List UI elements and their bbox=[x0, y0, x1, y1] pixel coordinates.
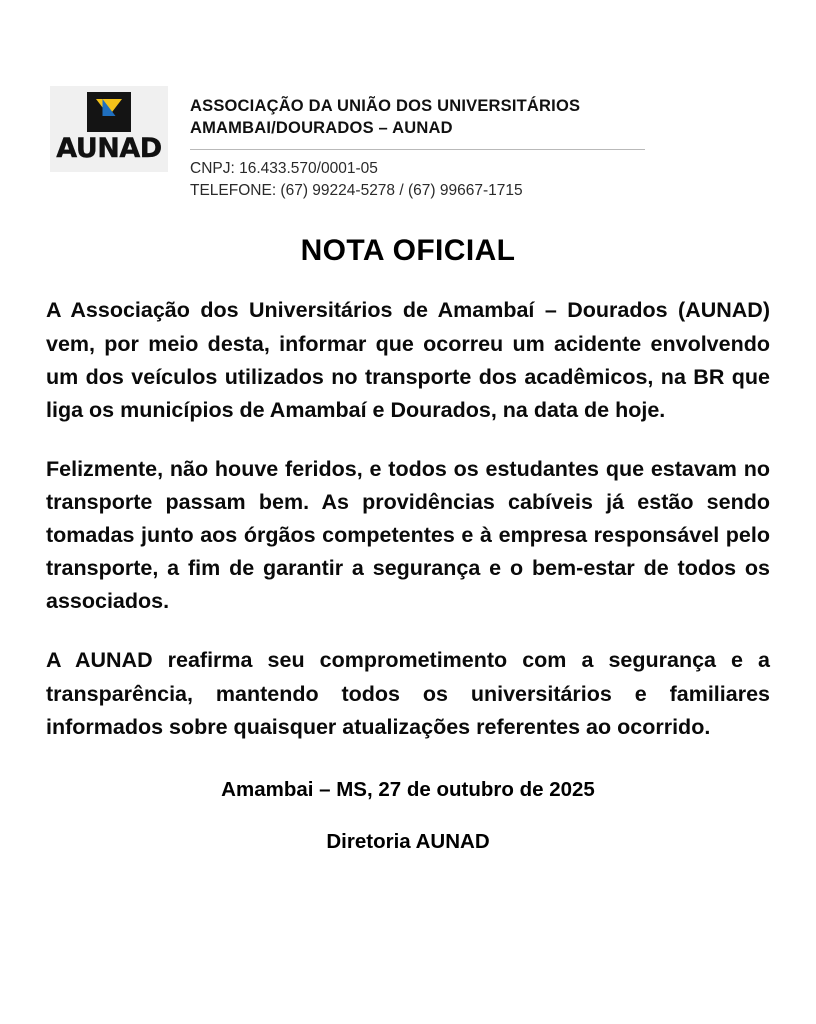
telephone-line: TELEFONE: (67) 99224-5278 / (67) 99667-1715 bbox=[190, 182, 523, 199]
org-name-line-1: ASSOCIAÇÃO DA UNIÃO DOS UNIVERSITÁRIOS bbox=[190, 97, 581, 115]
letterhead-divider bbox=[190, 149, 645, 150]
logo-emblem-icon bbox=[87, 92, 131, 132]
document-body bbox=[46, 294, 770, 743]
logo-wordmark: AUNAD bbox=[56, 133, 162, 164]
cnpj-line: CNPJ: 16.433.570/0001-05 bbox=[190, 159, 378, 177]
body-paragraph-2: Felizmente, não houve feridos, e todos os estudantes que estavam no transporte passam bem. As providências cabíveis já estão sendo tomadas junto aos órgãos competentes e à empresa responsável pelo transporte, a fim de garantir a segurança e o bem-estar de todos os associados. bbox=[46, 456, 770, 614]
signature-line: Diretoria AUNAD bbox=[326, 829, 490, 853]
aunad-logo bbox=[50, 86, 168, 172]
letterhead bbox=[46, 86, 770, 202]
letterhead-text bbox=[190, 86, 645, 202]
page-title: NOTA OFICIAL bbox=[300, 234, 516, 268]
place-and-date: Amambai – MS, 27 de outubro de 2025 bbox=[221, 777, 595, 801]
org-name-line-2: AMAMBAI/DOURADOS – AUNAD bbox=[190, 118, 453, 137]
body-paragraph-1: A Associação dos Universitários de Amambaí – Dourados (AUNAD) vem, por meio desta, informar que ocorreu um acidente envolvendo um dos veículos utilizados no transporte dos acadêmicos, na BR que liga os municípios de Amambaí e Dourados, na data de hoje. bbox=[46, 298, 770, 422]
body-paragraph-3: A AUNAD reafirma seu comprometimento com a segurança e a transparência, mantendo todos os universitários e familiares informados sobre quaisquer atualizações referentes ao ocorrido. bbox=[46, 648, 770, 739]
